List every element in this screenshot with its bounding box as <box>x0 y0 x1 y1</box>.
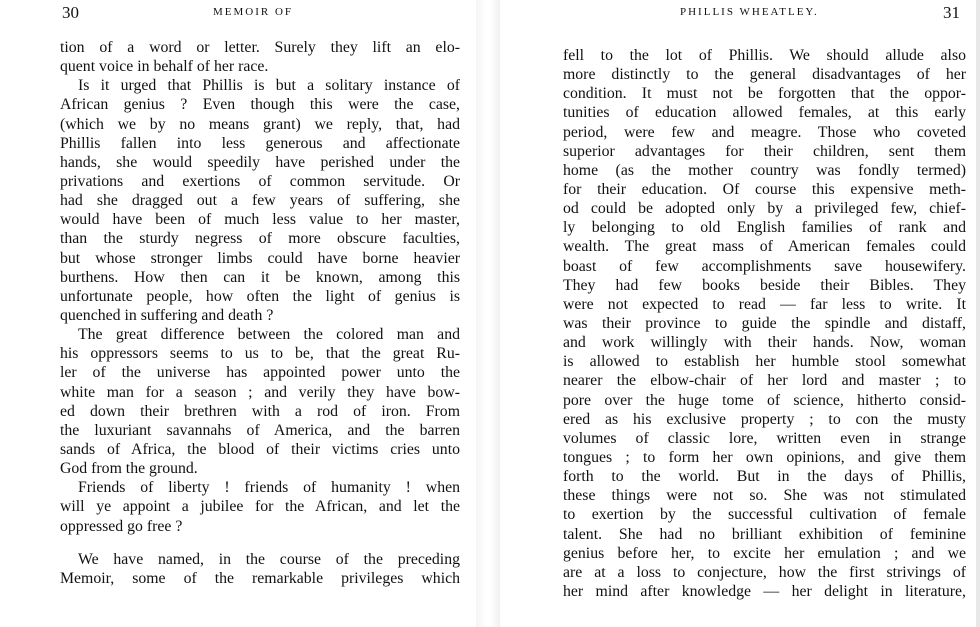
text-line: to exertion by the successful cultivation of female <box>563 506 966 524</box>
text-line: Friends of liberty ! friends of humanity ! when <box>78 479 460 497</box>
text-line: is allowed to establish her humble stool somewhat <box>563 353 966 371</box>
text-line: his oppressors seems to us to be, that the great Ru- <box>60 345 460 363</box>
text-line: ed down their brethren with a rod of iron. From <box>60 402 460 420</box>
text-line: quenched in suffering and death ? <box>60 306 274 324</box>
text-line: tongues ; to form her own opinions, and give them <box>563 448 966 466</box>
body-text <box>60 38 460 588</box>
text-line: more distinctly to the general disadvantages of her <box>563 66 966 84</box>
left-page <box>0 0 475 627</box>
text-line: They had few books beside their Bibles. They <box>563 276 966 294</box>
book-gutter <box>476 0 500 627</box>
text-line: ler of the universe has appointed power unto the <box>60 364 460 382</box>
text-line: Memoir, some of the remarkable privileges which <box>60 569 460 587</box>
text-line: quent voice in behalf of her race. <box>60 58 269 76</box>
text-line: talent. She had no brilliant exhibition of feminine <box>563 525 966 543</box>
text-line: period, were few and meagre. Those who coveted <box>563 123 966 141</box>
text-line: would have been of much less value to her master, <box>60 211 460 229</box>
page-edge <box>976 0 980 627</box>
text-line: were not expected to read — far less to write. It <box>563 295 966 313</box>
text-line: unfortunate people, how often the light of genius is <box>60 287 460 305</box>
text-line: are at a loss to conjecture, how the first strivings of <box>563 563 966 581</box>
text-line: pore over the huge tome of science, hitherto consid- <box>563 391 966 409</box>
text-line: white man for a season ; and verily they have bow- <box>60 383 460 401</box>
text-line: and work willingly with their hands. Now, woman <box>563 334 966 352</box>
text-line: sands of Africa, the blood of their victims cries unto <box>60 440 460 458</box>
text-line: had she dragged out a few years of suffering, she <box>60 192 460 210</box>
text-line: African genius ? Even though this were the case, <box>60 96 460 114</box>
text-line: nearer the elbow-chair of her lord and master ; to <box>563 372 966 390</box>
text-line: tion of a word or letter. Surely they lift an elo- <box>60 39 460 56</box>
text-line: Is it urged that Phillis is but a solitary instance of <box>78 77 460 95</box>
text-line: hands, she would speedily have perished under the <box>60 153 460 171</box>
text-line: these things were not so. She was not stimulated <box>563 487 966 505</box>
text-line: boast of few accomplishments save housewifery. <box>563 257 966 275</box>
text-line: We have named, in the course of the preceding <box>78 550 460 568</box>
text-line: the luxuriant savannahs of America, and the barren <box>60 421 460 439</box>
text-line: superior advantages for their children, sent them <box>563 142 966 160</box>
text-line: volumes of classic lore, written even in strange <box>563 429 966 447</box>
text-line: ly belonging to old English families of rank and <box>563 219 966 237</box>
text-line: ered as his exclusive property ; to con the musty <box>563 410 966 428</box>
text-block <box>60 550 460 588</box>
running-head: PHILLIS WHEATLEY. <box>680 6 819 18</box>
text-line: Phillis fallen into less generous and affectionate <box>60 134 460 152</box>
text-line: privations and exertions of common servitude. Or <box>60 172 460 190</box>
text-line: will ye appoint a jubilee for the African, and let the <box>60 498 460 516</box>
text-line: but whose stronger limbs could have borne heavier <box>60 249 460 267</box>
text-line: home (as the mother country was fondly termed) <box>563 161 966 179</box>
text-line: fell to the lot of Phillis. We should allude also <box>563 47 966 64</box>
text-line: (which we by no means grant) we reply, that, had <box>60 115 460 133</box>
text-line: tunities of education allowed females, at this early <box>563 104 966 122</box>
paragraph-gap <box>60 536 460 550</box>
running-head: MEMOIR OF <box>213 6 294 18</box>
text-line: wealth. The great mass of American females could <box>563 238 966 256</box>
text-line: was their province to guide the spindle and distaff, <box>563 314 966 332</box>
text-line: forth to the world. But in the days of Phillis, <box>563 468 966 486</box>
text-line: genius before her, to excite her emulation ; and we <box>563 544 966 562</box>
text-line: than the sturdy negress of more obscure faculties, <box>60 230 460 248</box>
text-line: burthens. How then can it be known, among this <box>60 268 460 286</box>
text-line: her mind after knowledge — her delight in literature, <box>563 582 966 600</box>
body-text <box>563 46 966 601</box>
text-block <box>60 38 460 536</box>
page-number: 31 <box>943 3 960 22</box>
text-line: oppressed go free ? <box>60 517 183 535</box>
text-line: The great difference between the colored man and <box>78 326 460 344</box>
text-block <box>563 46 966 601</box>
text-line: for their education. Of course this expensive meth- <box>563 180 966 198</box>
text-line: condition. It must not be forgotten that the oppor- <box>563 85 966 103</box>
right-page <box>500 0 980 627</box>
text-line: God from the ground. <box>60 460 198 478</box>
page-number: 30 <box>62 3 79 22</box>
text-line: od could be adopted only by a privileged few, chief- <box>563 200 966 218</box>
